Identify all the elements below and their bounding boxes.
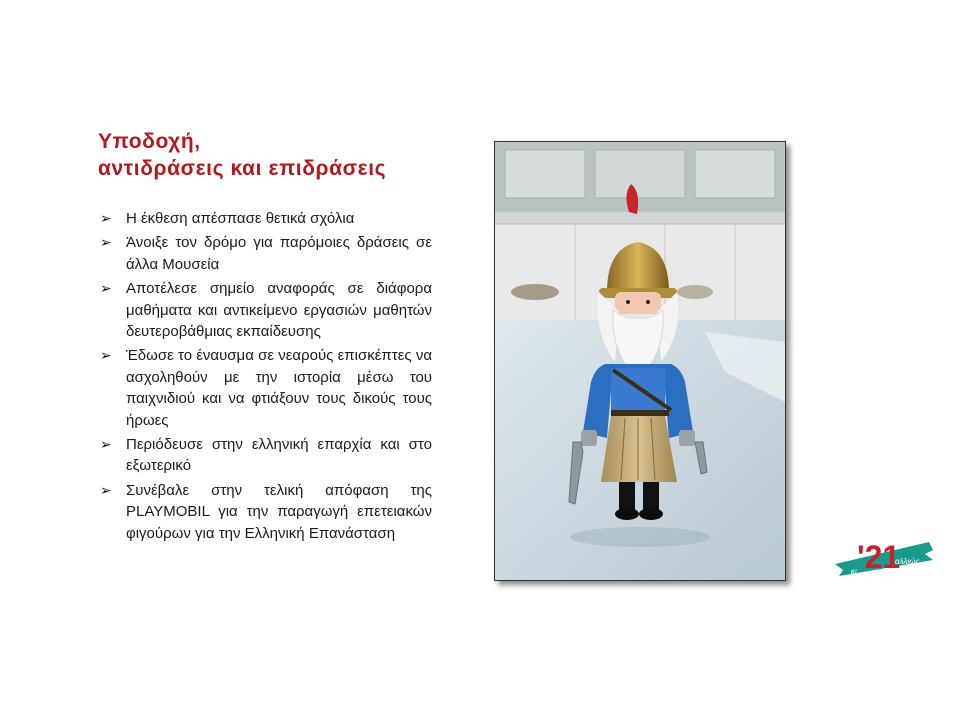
bullet-text: Αποτέλεσε σημείο αναφοράς σε διάφορα μαθήματα και αντικείμενο εργασιών μαθητών δευτεροβάθμιας εκπαίδευσης — [126, 280, 432, 341]
title-line-2: αντιδράσεις και επιδράσεις — [98, 157, 387, 180]
bullet-item — [98, 232, 432, 275]
title-line-1: Υποδοχή, — [98, 130, 201, 153]
bullet-text: Άνοιξε τον δρόμο για παρόμοιες δράσεις σε άλλα Μουσεία — [126, 234, 432, 273]
slide-title — [98, 128, 438, 182]
bullet-list — [98, 208, 432, 547]
bullet-item — [98, 345, 432, 431]
logo-21-emblem — [833, 530, 937, 582]
arrow-bullet-icon: ➢ — [100, 210, 112, 226]
arrow-bullet-icon: ➢ — [100, 347, 112, 364]
bullet-item — [98, 434, 432, 477]
bullet-item — [98, 278, 432, 342]
bullet-text: Η έκθεση απέσπασε θετικά σχόλια — [126, 210, 355, 227]
logo-ribbon-left: κι — [851, 567, 857, 576]
figure-photo — [494, 141, 786, 581]
arrow-bullet-icon: ➢ — [100, 234, 112, 251]
arrow-bullet-icon: ➢ — [100, 436, 112, 453]
playmobil-figure-illustration — [495, 142, 785, 580]
bullet-text: Συνέβαλε στην τελική απόφαση της PLAYMOBIL για την παραγωγή επετειακών φιγούρων για την Ελληνική Επανάσταση — [126, 481, 432, 542]
bullet-item — [98, 208, 432, 229]
bullet-text: Έδωσε το έναυσμα σε νεαρούς επισκέπτες να ασχοληθούν με την ιστορία μέσω του παιχνιδιού και να φτιάξουν τους δικούς τους ήρωες — [126, 347, 432, 429]
arrow-bullet-icon: ➢ — [100, 481, 112, 498]
logo-number: '21 — [857, 539, 901, 575]
bullet-text: Περιόδευσε στην ελληνική επαρχία και στο εξωτερικό — [126, 436, 432, 475]
logo-ribbon-right: αλλιώς — [895, 557, 920, 566]
arrow-bullet-icon: ➢ — [100, 280, 112, 297]
logo-21 — [833, 530, 937, 582]
bullet-item — [98, 480, 432, 544]
